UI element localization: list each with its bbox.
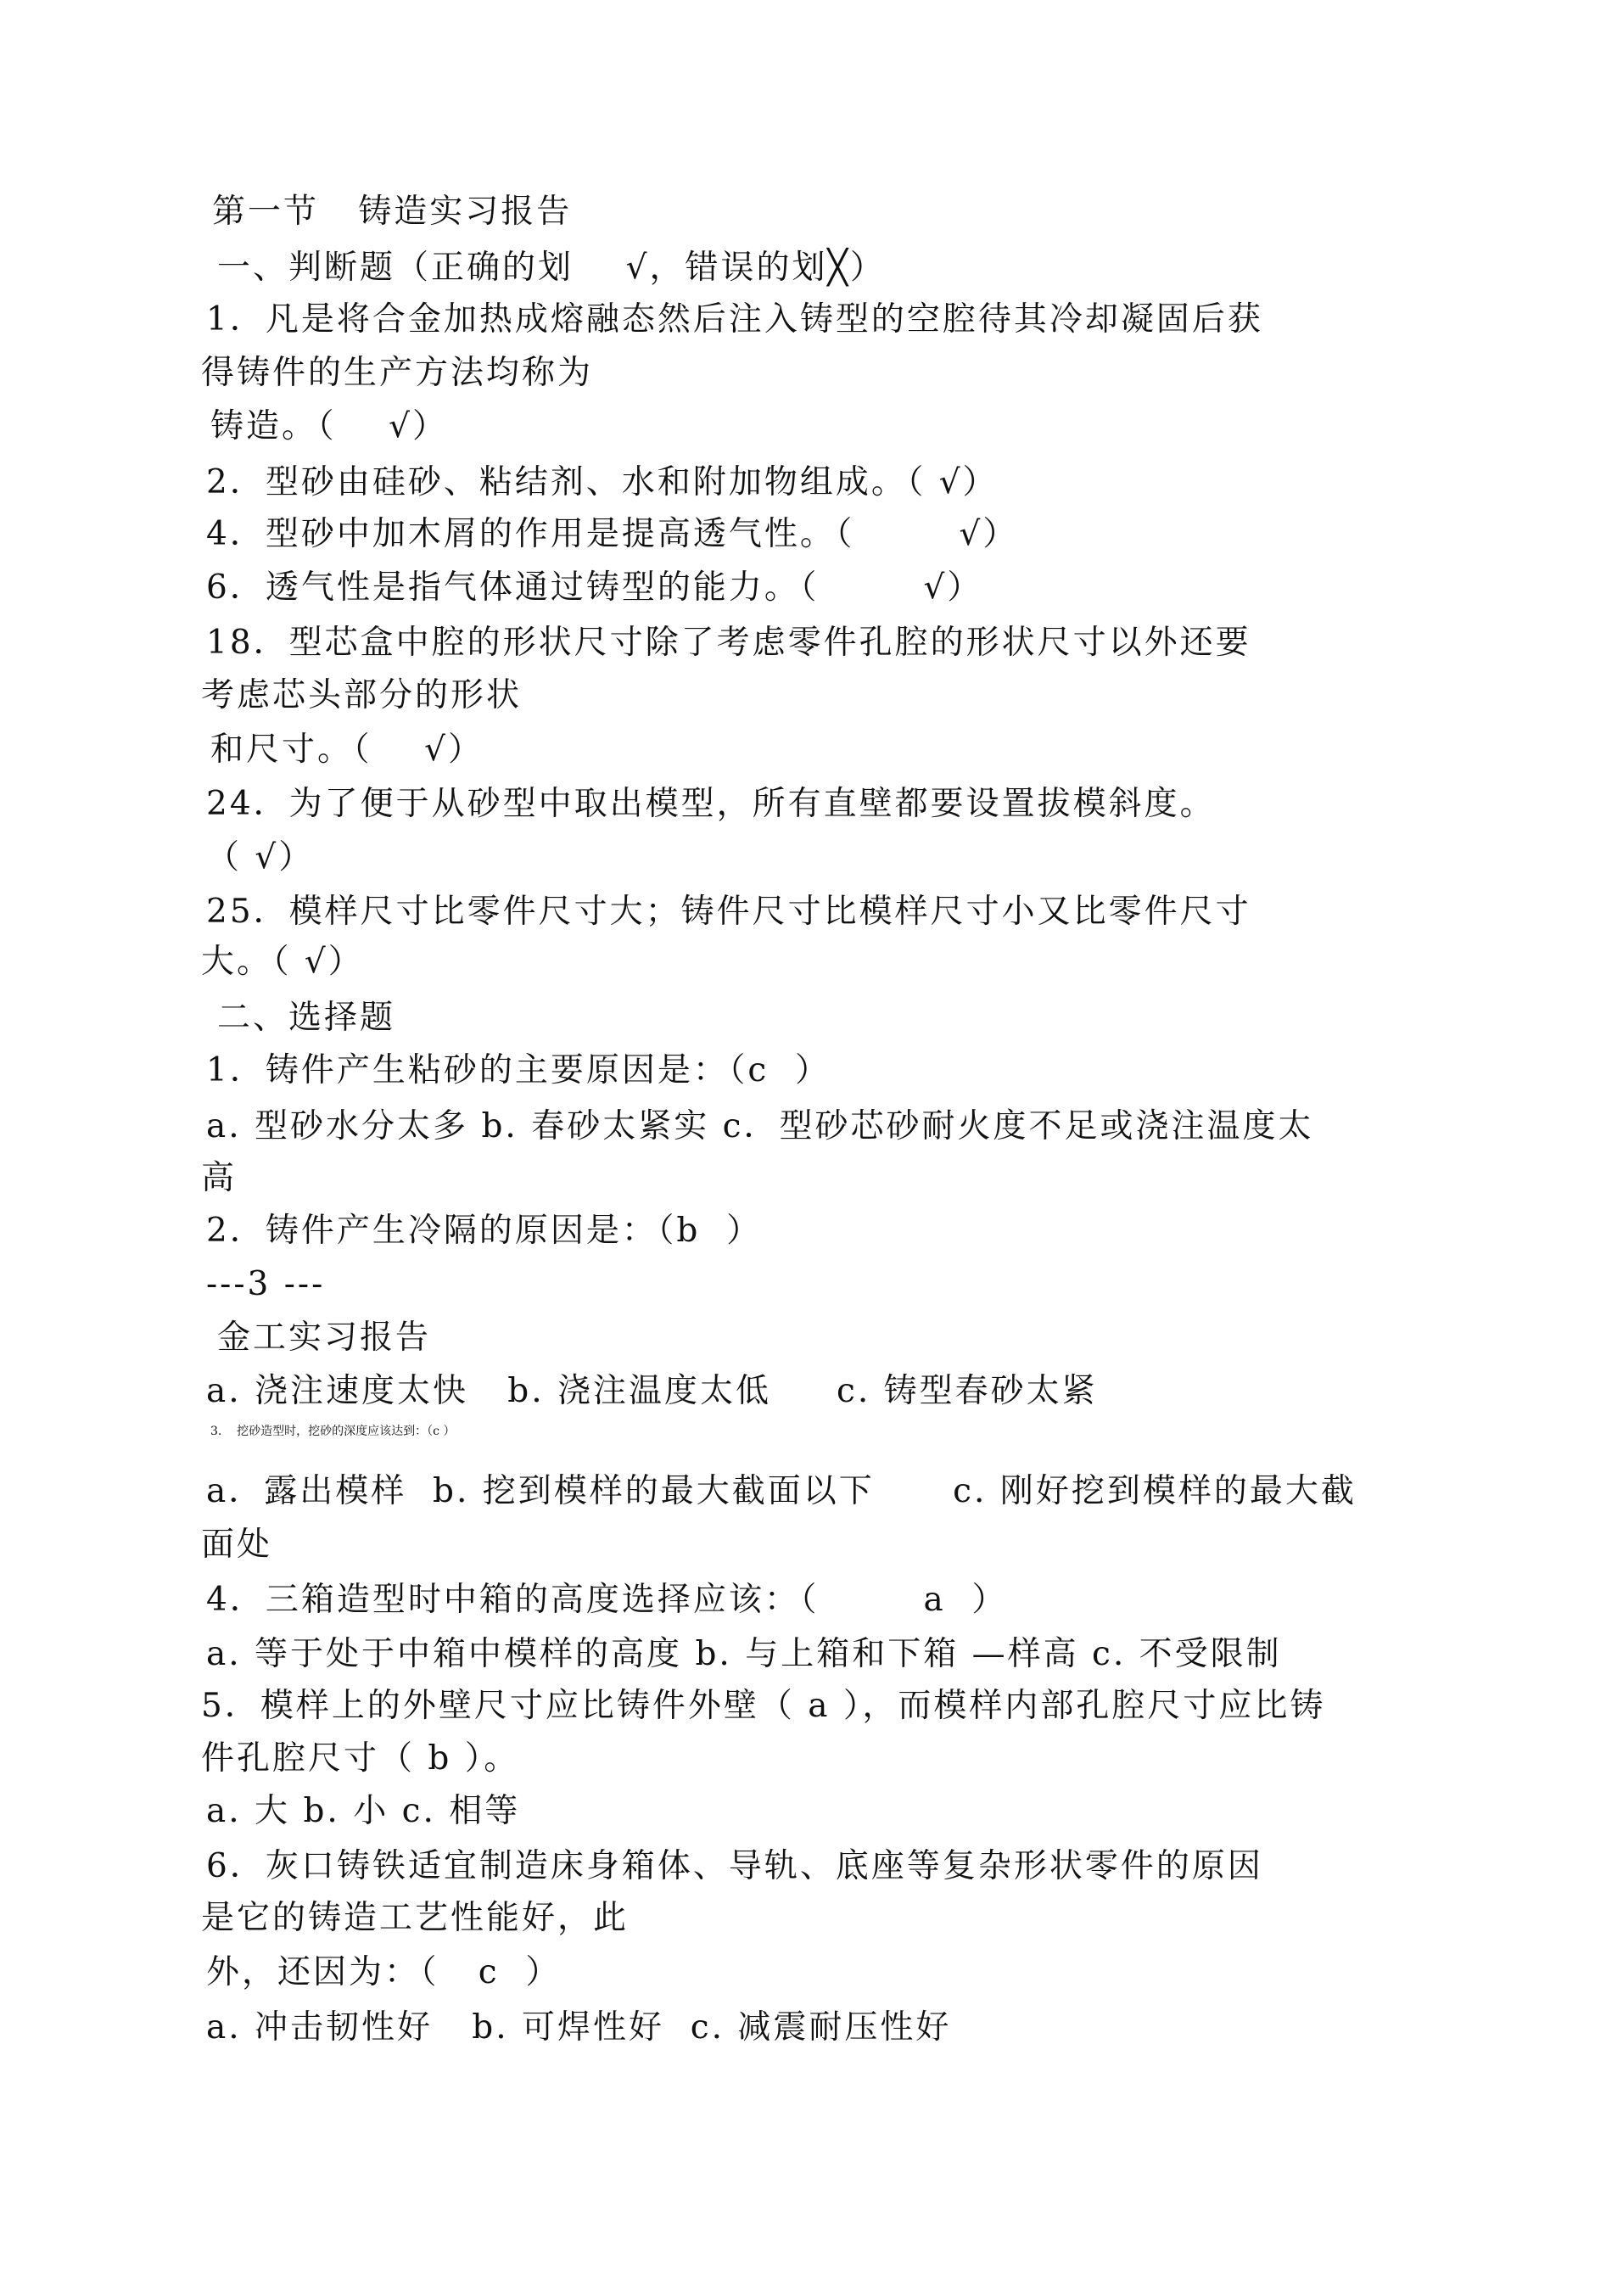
choice-q6-options: a. 冲击韧性好 b. 可焊性好 c. 减震耐压性好 — [206, 2008, 952, 2047]
judgment-q6: 6．透气性是指气体通过铸型的能力。（ √） — [206, 568, 983, 607]
choice-q1-options-line2: 高 — [201, 1159, 238, 1197]
section-title: 第一节 铸造实习报告 — [212, 193, 573, 231]
judgment-section-heading: 一、判断题（正确的划 √，错误的划╳） — [217, 249, 886, 287]
choice-q5-options: a. 大 b. 小 c. 相等 — [206, 1792, 521, 1830]
choice-q4-options: a. 等于处于中箱中模样的高度 b. 与上箱和下箱 —样高 c. 不受限制 — [206, 1635, 1282, 1673]
choice-q6-line2: 是它的铸造工艺性能好，此 — [201, 1899, 630, 1937]
choice-q5-line1: 5．模样上的外壁尺寸应比铸件外壁（ a ），而模样内部孔腔尺寸应比铸 — [201, 1687, 1326, 1725]
running-header: 金工实习报告 — [217, 1319, 432, 1357]
choice-q5-line2: 件孔腔尺寸（ b ）。 — [201, 1739, 520, 1778]
choice-q6-line1: 6．灰口铸铁适宜制造床身箱体、导轨、底座等复杂形状零件的原因 — [206, 1847, 1263, 1885]
judgment-q18-line2: 考虑芯头部分的形状 — [201, 676, 523, 714]
judgment-q24-line2: （ √） — [206, 838, 315, 876]
judgment-q18-line3: 和尺寸。（ √） — [210, 731, 484, 769]
judgment-q4: 4．型砂中加木屑的作用是提高透气性。（ √） — [206, 515, 1019, 553]
choice-section-heading: 二、选择题 — [217, 999, 396, 1037]
judgment-q2: 2．型砂由硅砂、粘结剂、水和附加物组成。（ √） — [206, 463, 999, 501]
judgment-q18-line1: 18．型芯盒中腔的形状尺寸除了考虑零件孔腔的形状尺寸以外还要 — [206, 624, 1251, 662]
choice-q1-options-line1: a. 型砂水分太多 b. 春砂太紧实 c．型砂芯砂耐火度不足或浇注温度太 — [206, 1107, 1314, 1145]
judgment-q1-line1: 1．凡是将合金加热成熔融态然后注入铸型的空腔待其冷却凝固后获 — [206, 300, 1263, 339]
judgment-q24-line1: 24．为了便于从砂型中取出模型，所有直壁都要设置拔模斜度。 — [206, 785, 1216, 823]
choice-q6-line3: 外，还因为：（ c ） — [206, 1953, 562, 1991]
choice-q2: 2．铸件产生冷隔的原因是：（b ） — [206, 1212, 763, 1250]
judgment-q1-line3: 铸造。（ √） — [210, 407, 448, 445]
page-footer: ---3 --- — [206, 1265, 326, 1303]
choice-q1: 1．铸件产生粘砂的主要原因是：（c ） — [206, 1051, 831, 1089]
choice-q2-options: a. 浇注速度太快 b. 浇注温度太低 c. 铸型春砂太紧 — [206, 1372, 1098, 1410]
choice-q3-options-line2: 面处 — [201, 1526, 273, 1564]
choice-q3-small: 3. 挖砂造型时，挖砂的深度应该达到：（c ） — [210, 1425, 456, 1438]
judgment-q1-line2: 得铸件的生产方法均称为 — [201, 354, 594, 392]
choice-q4: 4．三箱造型时中箱的高度选择应该：（ a ） — [206, 1581, 1008, 1619]
choice-q3-options-line1: a．露出模样 b. 挖到模样的最大截面以下 c. 刚好挖到模样的最大截 — [206, 1472, 1357, 1510]
judgment-q25-line1: 25．模样尺寸比零件尺寸大；铸件尺寸比模样尺寸小又比零件尺寸 — [206, 893, 1251, 931]
judgment-q25-line2: 大。（ √） — [201, 943, 364, 981]
